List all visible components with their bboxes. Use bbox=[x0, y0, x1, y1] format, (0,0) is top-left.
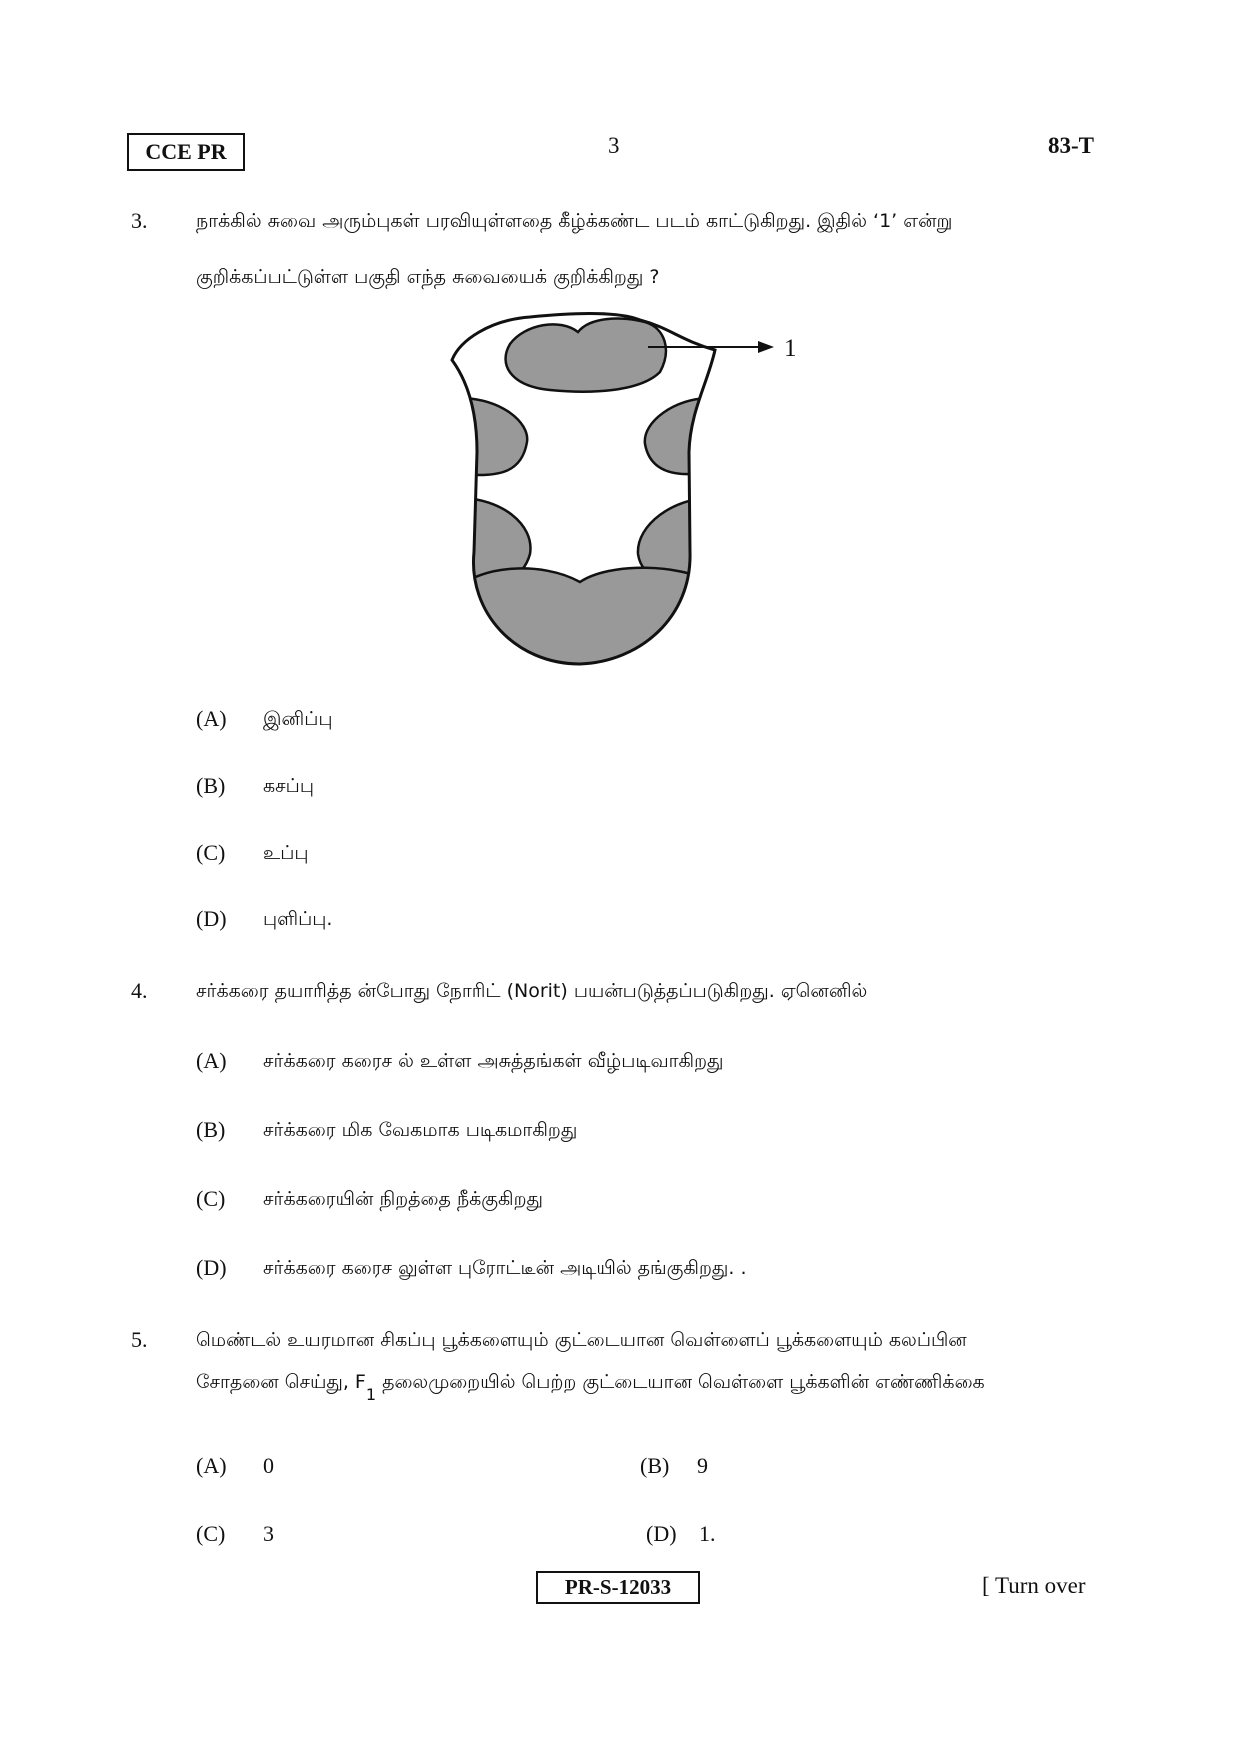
q5-option-c-text: 3 bbox=[263, 1521, 274, 1546]
question-5-text-line2-part-a: சோதனை செய்து, F bbox=[196, 1371, 366, 1393]
taste-region-top bbox=[506, 319, 666, 392]
q5-option-a-label: (A) bbox=[196, 1453, 227, 1478]
footer-paper-id: PR-S-12033 bbox=[536, 1571, 700, 1604]
q3-option-b-label: (B) bbox=[196, 773, 226, 798]
header-left-box: CCE PR bbox=[127, 133, 245, 171]
q4-option-d-text: சர்க்கரை கரைச லுள்ள புரோட்டீன் அடியில் தங்குகிறது. . bbox=[263, 1257, 747, 1279]
question-5-number: 5. bbox=[131, 1327, 148, 1352]
question-5-text-line1: மெண்டல் உயரமான சிகப்பு பூக்களையும் குட்டையான வெள்ளைப் பூக்களையும் கலப்பின bbox=[196, 1329, 967, 1351]
pointer-arrow-head bbox=[758, 341, 774, 353]
taste-region-right-upper bbox=[645, 398, 710, 474]
q3-option-d-text: புளிப்பு. bbox=[263, 908, 333, 930]
q3-option-c-text: உப்பு bbox=[263, 842, 309, 864]
paper-code: 83-T bbox=[1048, 133, 1094, 158]
q5-option-b-label: (B) bbox=[640, 1453, 670, 1478]
q3-option-a-label: (A) bbox=[196, 706, 227, 731]
q4-option-d-label: (D) bbox=[196, 1255, 227, 1280]
question-3-number: 3. bbox=[131, 208, 148, 233]
question-5-text-line2 bbox=[196, 1371, 985, 1404]
q3-option-a-text: இனிப்பு bbox=[263, 708, 333, 730]
q5-option-c-label: (C) bbox=[196, 1521, 226, 1546]
q5-option-b-text: 9 bbox=[697, 1453, 708, 1478]
q3-option-c-label: (C) bbox=[196, 840, 226, 865]
q4-option-b-label: (B) bbox=[196, 1117, 226, 1142]
q4-option-a-label: (A) bbox=[196, 1048, 227, 1073]
q3-option-b-text: கசப்பு bbox=[263, 775, 314, 797]
q5-option-d-label: (D) bbox=[646, 1521, 677, 1546]
tongue-diagram bbox=[440, 312, 820, 672]
f1-subscript: 1 bbox=[365, 1385, 377, 1404]
question-3-text-line2: குறிக்கப்பட்டுள்ள பகுதி எந்த சுவையைக் குறிக்கிறது ? bbox=[196, 266, 660, 288]
q5-option-d-text: 1. bbox=[699, 1521, 716, 1546]
pointer-label: 1 bbox=[784, 335, 797, 362]
q3-option-d-label: (D) bbox=[196, 906, 227, 931]
turn-over-note: [ Turn over bbox=[982, 1573, 1086, 1598]
page-number: 3 bbox=[608, 133, 620, 158]
question-5-text-line2-part-b: தலைமுறையில் பெற்ற குட்டையான வெள்ளை பூக்களின் எண்ணிக்கை bbox=[376, 1371, 985, 1393]
question-4-text: சர்க்கரை தயாரித்த ன்போது நோரிட் (Norit) பயன்படுத்தப்படுகிறது. ஏனெனில் bbox=[196, 980, 868, 1002]
question-4-number: 4. bbox=[131, 978, 148, 1003]
q4-option-c-label: (C) bbox=[196, 1186, 226, 1211]
taste-region-left-upper bbox=[460, 398, 527, 475]
q4-option-c-text: சர்க்கரையின் நிறத்தை நீக்குகிறது bbox=[263, 1188, 544, 1210]
taste-region-bottom bbox=[460, 568, 710, 672]
q5-option-a-text: 0 bbox=[263, 1453, 274, 1478]
q4-option-b-text: சர்க்கரை மிக வேகமாக படிகமாகிறது bbox=[263, 1119, 578, 1141]
q4-option-a-text: சர்க்கரை கரைச ல் உள்ள அசுத்தங்கள் வீழ்படிவாகிறது bbox=[263, 1050, 724, 1072]
question-3-text-line1: நாக்கில் சுவை அரும்புகள் பரவியுள்ளதை கீழ்க்கண்ட படம் காட்டுகிறது. இதில் ‘1’ என்று bbox=[196, 210, 953, 232]
